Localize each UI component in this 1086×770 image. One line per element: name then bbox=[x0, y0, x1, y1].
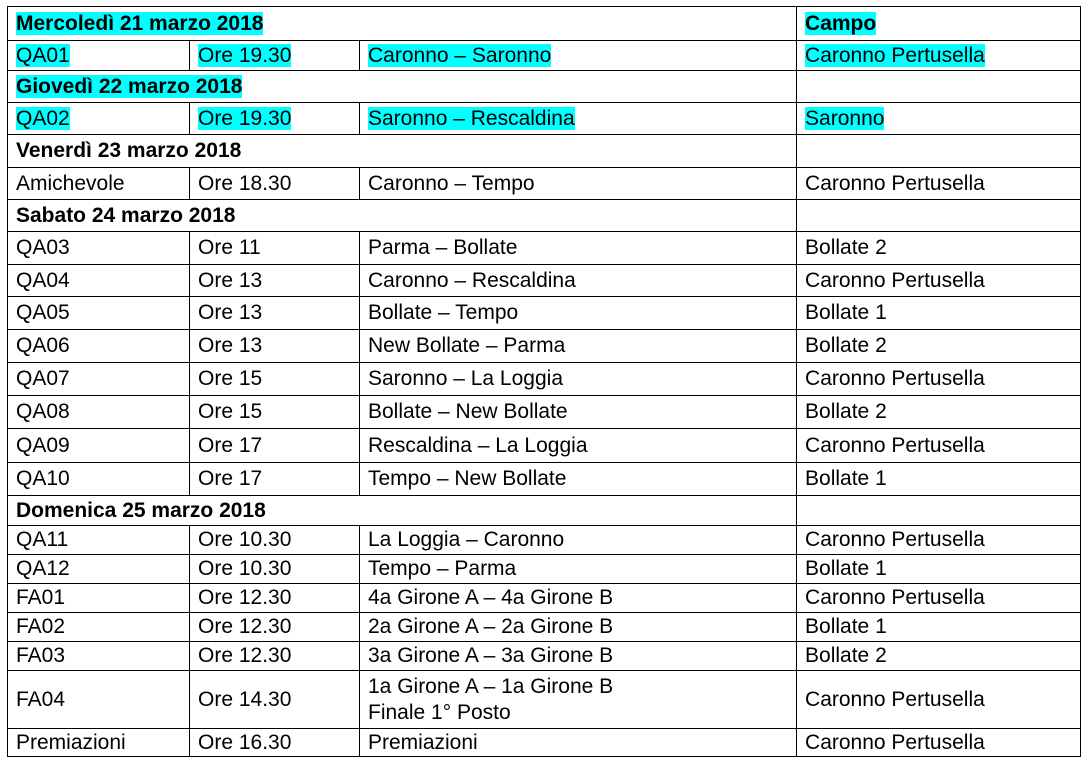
match-game: Saronno – La Loggia bbox=[360, 363, 797, 396]
match-field: Bollate 2 bbox=[797, 642, 1081, 671]
match-code: QA06 bbox=[8, 330, 190, 363]
match-field: Caronno Pertusella bbox=[797, 265, 1081, 297]
match-time bbox=[190, 41, 360, 71]
match-game: Caronno – Rescaldina bbox=[360, 265, 797, 297]
day-header-row bbox=[8, 200, 1081, 232]
match-game: Premiazioni bbox=[360, 729, 797, 757]
table-row bbox=[8, 729, 1081, 757]
match-time-text: Ore 19.30 bbox=[198, 43, 292, 67]
match-game: Tempo – New Bollate bbox=[360, 463, 797, 496]
match-field: Caronno Pertusella bbox=[797, 671, 1081, 729]
match-game: 2a Girone A – 2a Girone B bbox=[360, 613, 797, 642]
match-game: Bollate – Tempo bbox=[360, 297, 797, 330]
match-field: Caronno Pertusella bbox=[797, 584, 1081, 613]
match-game: 3a Girone A – 3a Girone B bbox=[360, 642, 797, 671]
table-row bbox=[8, 297, 1081, 330]
table-row bbox=[8, 41, 1081, 71]
match-time: Ore 12.30 bbox=[190, 613, 360, 642]
day-header bbox=[8, 71, 797, 103]
table-row bbox=[8, 232, 1081, 265]
table-row bbox=[8, 396, 1081, 429]
match-code: FA03 bbox=[8, 642, 190, 671]
match-code: QA07 bbox=[8, 363, 190, 396]
match-code: FA02 bbox=[8, 613, 190, 642]
day-label: Mercoledì 21 marzo 2018 bbox=[16, 11, 264, 35]
match-time: Ore 15 bbox=[190, 396, 360, 429]
match-game bbox=[360, 103, 797, 135]
match-code: Premiazioni bbox=[8, 729, 190, 757]
match-field: Bollate 2 bbox=[797, 330, 1081, 363]
match-code: QA12 bbox=[8, 555, 190, 584]
table-row bbox=[8, 463, 1081, 496]
match-time: Ore 10.30 bbox=[190, 526, 360, 555]
match-code-text: QA01 bbox=[16, 43, 70, 67]
match-time-text: Ore 19.30 bbox=[198, 106, 292, 130]
day-header-row bbox=[8, 71, 1081, 103]
match-time: Ore 13 bbox=[190, 297, 360, 330]
match-time bbox=[190, 103, 360, 135]
day-header-row bbox=[8, 135, 1081, 168]
table-row bbox=[8, 103, 1081, 135]
match-field: Bollate 1 bbox=[797, 297, 1081, 330]
table-row bbox=[8, 168, 1081, 200]
match-game bbox=[360, 41, 797, 71]
match-time: Ore 18.30 bbox=[190, 168, 360, 200]
match-time: Ore 12.30 bbox=[190, 584, 360, 613]
match-field: Bollate 1 bbox=[797, 463, 1081, 496]
day-header: Domenica 25 marzo 2018 bbox=[8, 496, 797, 526]
match-game-text: Caronno – Saronno bbox=[368, 43, 552, 67]
match-time: Ore 11 bbox=[190, 232, 360, 265]
match-time: Ore 13 bbox=[190, 265, 360, 297]
empty-cell bbox=[797, 496, 1081, 526]
match-code-text: QA02 bbox=[16, 106, 70, 130]
match-field: Caronno Pertusella bbox=[797, 363, 1081, 396]
match-game: Bollate – New Bollate bbox=[360, 396, 797, 429]
day-label: Giovedì 22 marzo 2018 bbox=[16, 74, 243, 98]
match-code: FA01 bbox=[8, 584, 190, 613]
match-code bbox=[8, 103, 190, 135]
match-game: 4a Girone A – 4a Girone B bbox=[360, 584, 797, 613]
match-field bbox=[797, 41, 1081, 71]
match-game-line2: Finale 1° Posto bbox=[368, 700, 511, 724]
table-row bbox=[8, 265, 1081, 297]
day-header-row bbox=[8, 7, 1081, 41]
match-field: Bollate 2 bbox=[797, 232, 1081, 265]
field-header-label: Campo bbox=[805, 11, 877, 35]
match-field: Caronno Pertusella bbox=[797, 168, 1081, 200]
table-row bbox=[8, 642, 1081, 671]
table-row bbox=[8, 363, 1081, 396]
match-code: Amichevole bbox=[8, 168, 190, 200]
day-header: Venerdì 23 marzo 2018 bbox=[8, 135, 797, 168]
match-time: Ore 10.30 bbox=[190, 555, 360, 584]
match-game-line1: 1a Girone A – 1a Girone B bbox=[368, 674, 614, 698]
match-game: New Bollate – Parma bbox=[360, 330, 797, 363]
table-row bbox=[8, 330, 1081, 363]
match-game: Caronno – Tempo bbox=[360, 168, 797, 200]
field-header bbox=[797, 7, 1081, 41]
match-time: Ore 16.30 bbox=[190, 729, 360, 757]
match-code: QA08 bbox=[8, 396, 190, 429]
empty-cell bbox=[797, 71, 1081, 103]
match-code: QA09 bbox=[8, 429, 190, 463]
match-time: Ore 15 bbox=[190, 363, 360, 396]
match-field: Caronno Pertusella bbox=[797, 526, 1081, 555]
match-game bbox=[360, 671, 797, 729]
match-field: Bollate 1 bbox=[797, 555, 1081, 584]
day-header bbox=[8, 7, 797, 41]
match-code: QA11 bbox=[8, 526, 190, 555]
table-row bbox=[8, 429, 1081, 463]
empty-cell bbox=[797, 200, 1081, 232]
match-code: FA04 bbox=[8, 671, 190, 729]
day-header-row bbox=[8, 496, 1081, 526]
match-code: QA10 bbox=[8, 463, 190, 496]
match-field: Caronno Pertusella bbox=[797, 729, 1081, 757]
match-code: QA03 bbox=[8, 232, 190, 265]
match-time: Ore 17 bbox=[190, 463, 360, 496]
table-row bbox=[8, 584, 1081, 613]
match-field bbox=[797, 103, 1081, 135]
match-game: Tempo – Parma bbox=[360, 555, 797, 584]
table-row bbox=[8, 526, 1081, 555]
match-field-text: Saronno bbox=[805, 106, 885, 130]
schedule-table bbox=[7, 6, 1081, 757]
match-time: Ore 12.30 bbox=[190, 642, 360, 671]
match-game-text: Saronno – Rescaldina bbox=[368, 106, 575, 130]
day-header: Sabato 24 marzo 2018 bbox=[8, 200, 797, 232]
match-field-text: Caronno Pertusella bbox=[805, 43, 985, 67]
table-row bbox=[8, 613, 1081, 642]
match-game: Parma – Bollate bbox=[360, 232, 797, 265]
match-game: Rescaldina – La Loggia bbox=[360, 429, 797, 463]
match-code bbox=[8, 41, 190, 71]
match-time: Ore 14.30 bbox=[190, 671, 360, 729]
match-time: Ore 17 bbox=[190, 429, 360, 463]
match-field: Caronno Pertusella bbox=[797, 429, 1081, 463]
match-code: QA05 bbox=[8, 297, 190, 330]
match-time: Ore 13 bbox=[190, 330, 360, 363]
table-row bbox=[8, 555, 1081, 584]
table-row bbox=[8, 671, 1081, 729]
match-field: Bollate 2 bbox=[797, 396, 1081, 429]
empty-cell bbox=[797, 135, 1081, 168]
match-code: QA04 bbox=[8, 265, 190, 297]
match-field: Bollate 1 bbox=[797, 613, 1081, 642]
match-game: La Loggia – Caronno bbox=[360, 526, 797, 555]
